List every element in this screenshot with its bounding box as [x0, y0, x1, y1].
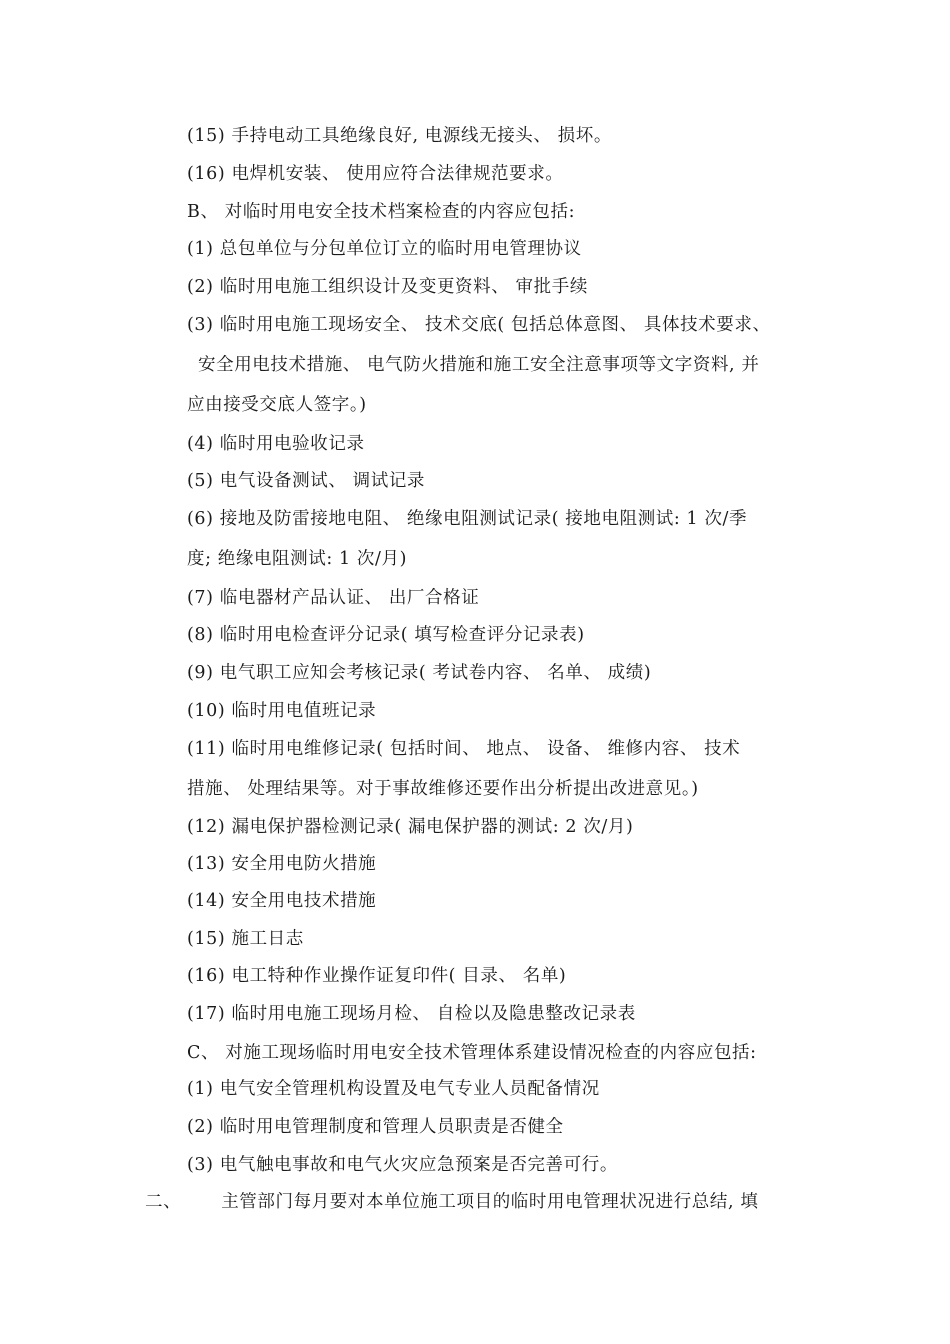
text-line: (16) 电焊机安装、 使用应符合法律规范要求。: [187, 164, 564, 184]
text-line: (7) 临电器材产品认证、 出厂合格证: [187, 588, 480, 608]
section-heading-b: B、 对临时用电安全技术档案检查的内容应包括:: [187, 202, 576, 222]
text-line: 措施、 处理结果等。对于事故维修还要作出分析提出改进意见。): [187, 779, 699, 799]
section-two: [145, 1190, 758, 1214]
text-line: (4) 临时用电验收记录: [187, 434, 365, 454]
text-line: (8) 临时用电检查评分记录( 填写检查评分记录表): [187, 625, 585, 645]
text-line: (3) 临时用电施工现场安全、 技术交底( 包括总体意图、 具体技术要求、: [187, 315, 771, 335]
section-text: 主管部门每月要对本单位施工项目的临时用电管理状况进行总结, 填: [221, 1192, 759, 1212]
text-line: (11) 临时用电维修记录( 包括时间、 地点、 设备、 维修内容、 技术: [187, 739, 741, 759]
section-heading-c: C、 对施工现场临时用电安全技术管理体系建设情况检查的内容应包括:: [187, 1043, 757, 1063]
text-line: (17) 临时用电施工现场月检、 自检以及隐患整改记录表: [187, 1004, 636, 1024]
text-line: (1) 总包单位与分包单位订立的临时用电管理协议: [187, 239, 582, 259]
text-line: (9) 电气职工应知会考核记录( 考试卷内容、 名单、 成绩): [187, 663, 652, 683]
text-line: 度; 绝缘电阻测试: 1 次/月): [187, 549, 408, 569]
text-line: (6) 接地及防雷接地电阻、 绝缘电阻测试记录( 接地电阻测试: 1 次/季: [187, 509, 748, 529]
text-line: (3) 电气触电事故和电气火灾应急预案是否完善可行。: [187, 1155, 618, 1175]
text-line: (15) 手持电动工具绝缘良好, 电源线无接头、 损坏。: [187, 126, 612, 146]
text-line: 安全用电技术措施、 电气防火措施和施工安全注意事项等文字资料, 并: [198, 355, 760, 375]
text-line: (14) 安全用电技术措施: [187, 891, 377, 911]
text-line: (2) 临时用电施工组织设计及变更资料、 审批手续: [187, 277, 588, 297]
text-line: (13) 安全用电防火措施: [187, 854, 377, 874]
section-number: 二、: [145, 1192, 182, 1212]
text-line: (5) 电气设备测试、 调试记录: [187, 471, 426, 491]
text-line: (15) 施工日志: [187, 929, 304, 949]
text-line: 应由接受交底人签字。): [187, 395, 367, 415]
text-line: (12) 漏电保护器检测记录( 漏电保护器的测试: 2 次/月): [187, 817, 634, 837]
text-line: (10) 临时用电值班记录: [187, 701, 377, 721]
text-line: (1) 电气安全管理机构设置及电气专业人员配备情况: [187, 1079, 600, 1099]
text-line: (2) 临时用电管理制度和管理人员职责是否健全: [187, 1117, 564, 1137]
text-line: (16) 电工特种作业操作证复印件( 目录、 名单): [187, 966, 567, 986]
